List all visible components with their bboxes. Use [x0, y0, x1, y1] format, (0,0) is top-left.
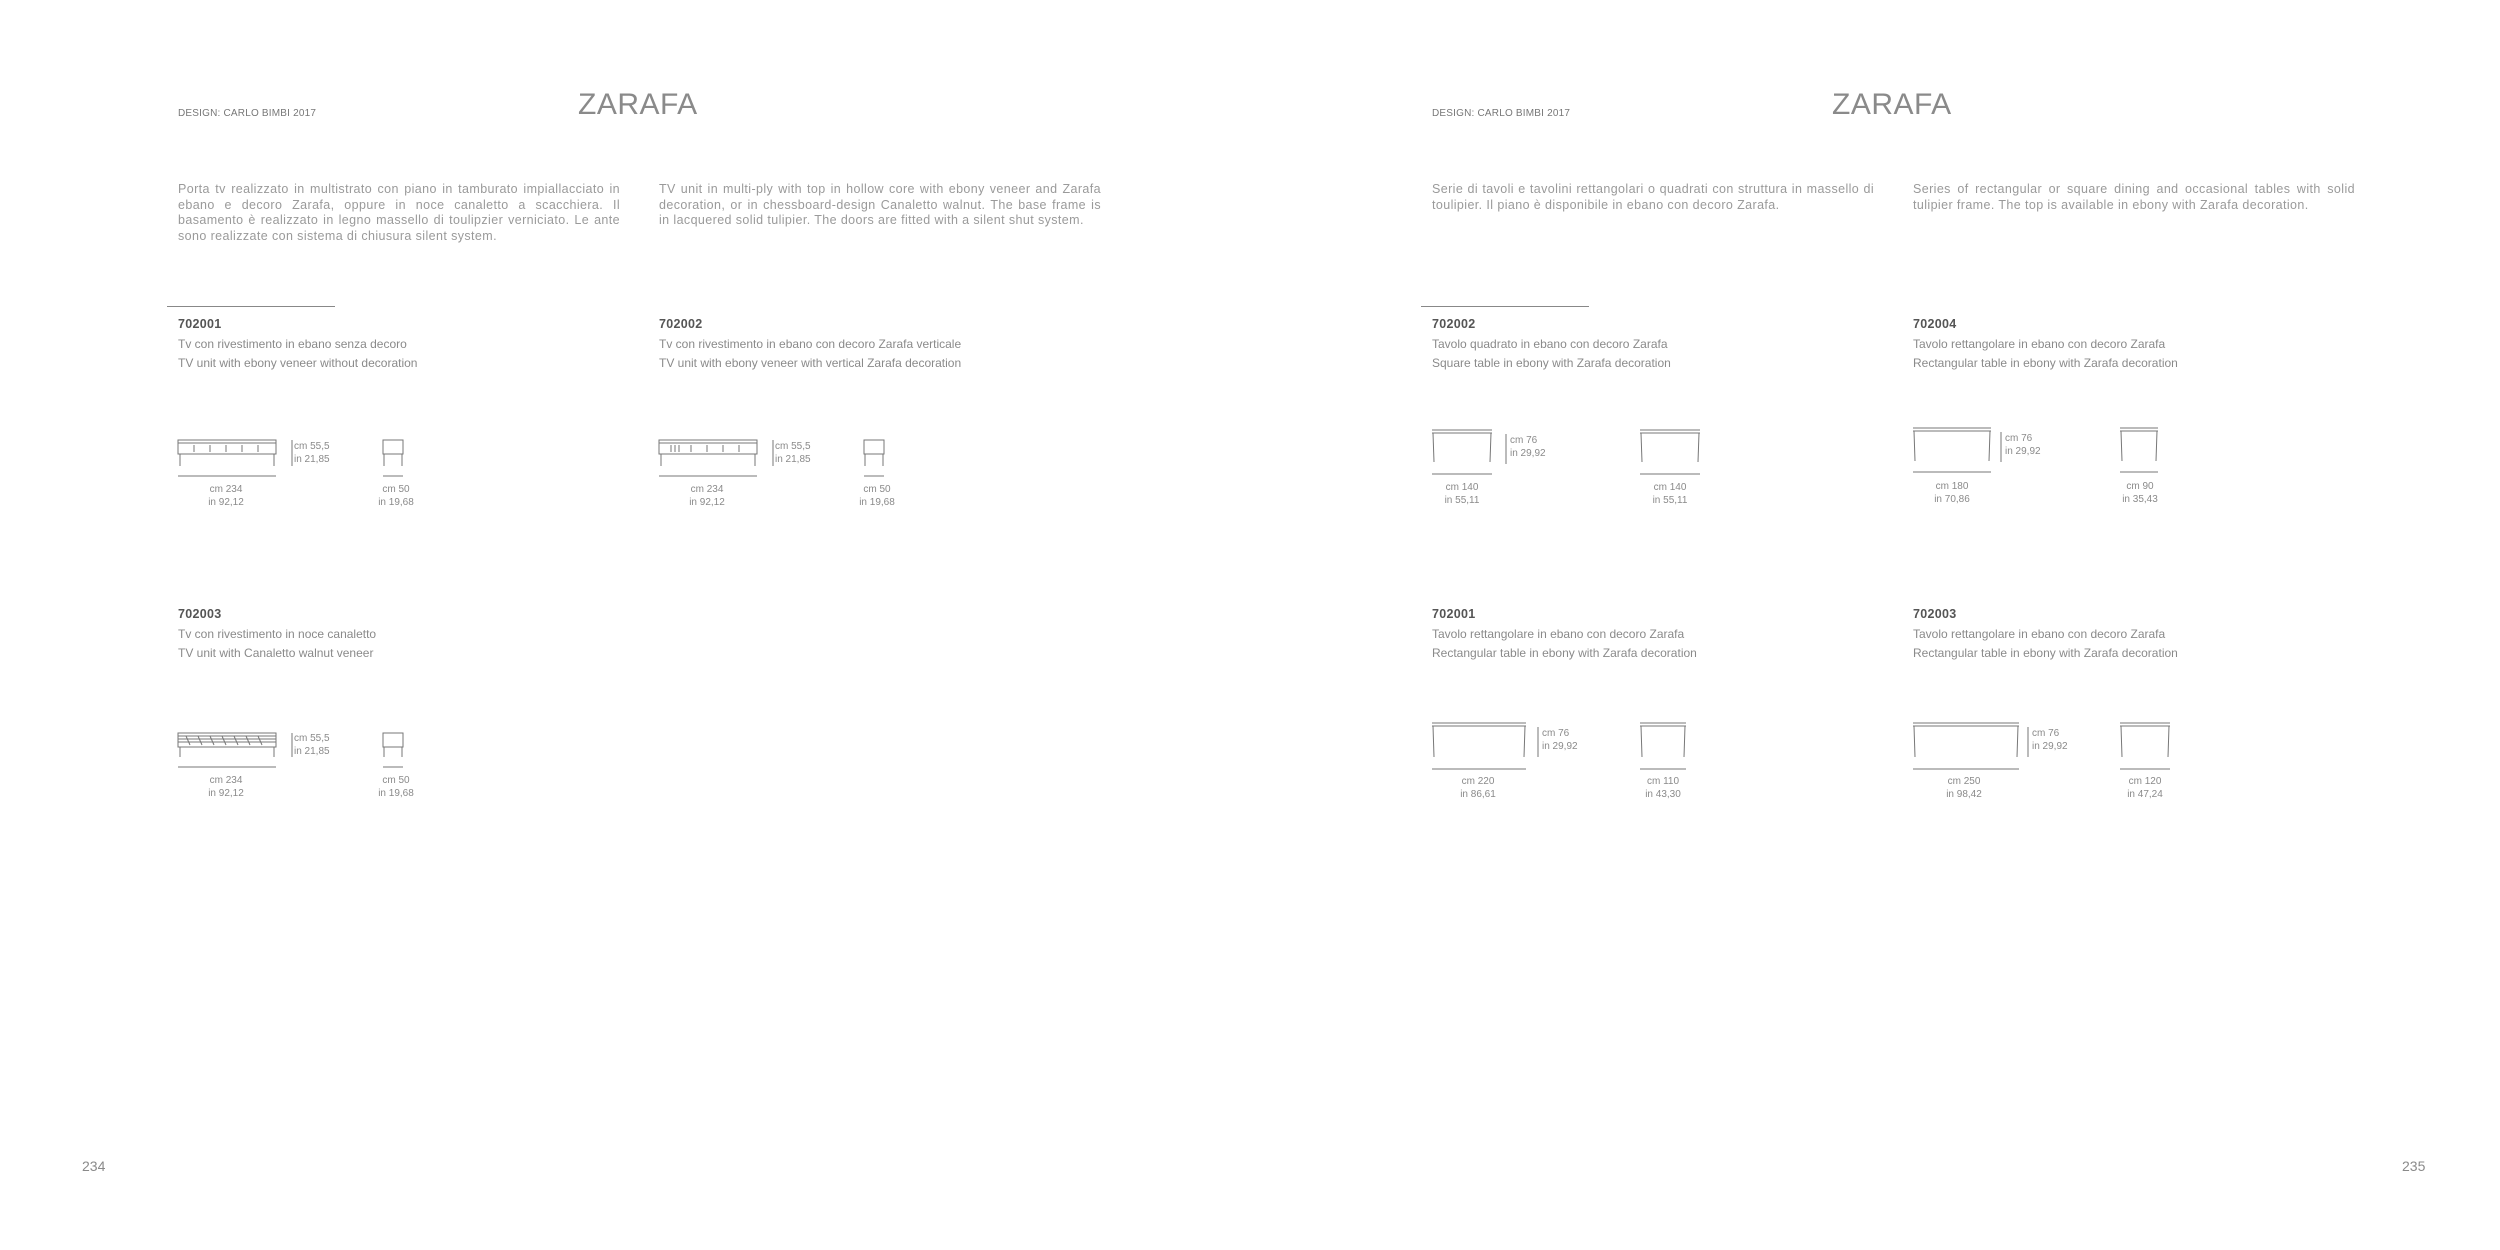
table-side-drawing — [2118, 721, 2176, 773]
product-entry — [1913, 317, 2333, 373]
depth-dimension-label — [1640, 482, 1700, 507]
height-in: in 29,92 — [2005, 445, 2041, 457]
depth-cm: cm 110 — [1646, 776, 1680, 787]
depth-in: in 19,68 — [378, 496, 414, 508]
product-code: 702004 — [1913, 317, 1957, 331]
width-in: in 98,42 — [1946, 788, 1982, 800]
table-side-drawing — [1638, 721, 1692, 773]
intro-english: Series of rectangular or square dining and occasional tables with solid tulipier frame. The top is available in ebony with Zarafa decoration. — [1913, 182, 2355, 212]
product-entry — [659, 317, 1079, 373]
intro-italian: Serie di tavoli e tavolini rettangolari o quadrati con struttura in massello di toulipier. Il piano è disponibile in ebano con decoro Zarafa. — [1432, 182, 1874, 212]
depth-dimension-label — [847, 484, 907, 509]
product-description-en: TV unit with ebony veneer without decoration — [178, 356, 418, 370]
product-code: 702002 — [1432, 317, 1476, 331]
table-front-drawing — [1911, 721, 2023, 773]
table-front-drawing — [1430, 428, 1500, 478]
height-cm: cm 55,5 — [294, 441, 330, 452]
width-in: in 92,12 — [208, 787, 244, 799]
width-in: in 70,86 — [1934, 493, 1970, 505]
depth-cm: cm 140 — [1653, 482, 1687, 493]
width-dimension-label — [1432, 482, 1492, 507]
height-in: in 29,92 — [2032, 740, 2068, 752]
product-description-en: Square table in ebony with Zarafa decoration — [1432, 356, 1671, 370]
product-code: 702001 — [178, 317, 222, 331]
tv-unit-side-drawing — [861, 438, 891, 478]
depth-in: in 55,11 — [1652, 494, 1688, 506]
width-cm: cm 234 — [690, 484, 724, 495]
tv-unit-side-drawing — [380, 731, 410, 771]
page-title: ZARAFA — [578, 88, 698, 121]
height-dimension-label — [294, 733, 330, 758]
product-code: 702003 — [1913, 607, 1957, 621]
height-dimension-line — [1997, 430, 2005, 466]
product-description-en: Rectangular table in ebony with Zarafa decoration — [1913, 646, 2178, 660]
product-code: 702001 — [1432, 607, 1476, 621]
product-description-it: Tv con rivestimento in ebano senza decoro — [178, 337, 407, 351]
width-cm: cm 234 — [209, 775, 243, 786]
depth-in: in 35,43 — [2122, 493, 2158, 505]
table-front-drawing — [1430, 721, 1530, 773]
width-cm: cm 234 — [209, 484, 243, 495]
page-title: ZARAFA — [1832, 88, 1952, 121]
product-code: 702002 — [659, 317, 703, 331]
height-in: in 21,85 — [294, 453, 330, 465]
tv-unit-side-drawing — [380, 438, 410, 478]
table-front-drawing — [1911, 426, 1995, 476]
depth-in: in 19,68 — [378, 787, 414, 799]
height-dimension-label — [1542, 728, 1578, 753]
height-dimension-label — [2005, 433, 2041, 458]
height-cm: cm 76 — [1542, 728, 1570, 739]
tv-unit-front-drawing — [176, 725, 286, 770]
product-description-it: Tavolo quadrato in ebano con decoro Zarafa — [1432, 337, 1668, 351]
height-cm: cm 76 — [1510, 435, 1538, 446]
height-in: in 29,92 — [1542, 740, 1578, 752]
height-dimension-line — [1534, 725, 1542, 761]
height-dimension-label — [1510, 435, 1546, 460]
product-description-it: Tavolo rettangolare in ebano con decoro Zarafa — [1913, 627, 2166, 641]
designer-credit: DESIGN: CARLO BIMBI 2017 — [178, 108, 317, 119]
width-cm: cm 140 — [1445, 482, 1479, 493]
intro-italian: Porta tv realizzato in multistrato con piano in tamburato impiallacciato in ebano e decoro Zarafa, oppure in noce canaletto a scacchiera. Il basamento è realizzato in legno massello di toulipzier verniciato. Le ante sono realizzate con sistema di chiusura silent system. — [178, 182, 620, 243]
width-dimension-label — [677, 484, 737, 509]
page-number-left: 234 — [82, 1158, 106, 1174]
depth-cm: cm 50 — [863, 484, 891, 495]
width-dimension-label — [196, 484, 256, 509]
height-dimension-label — [294, 441, 330, 466]
product-description-it: Tavolo rettangolare in ebano con decoro Zarafa — [1913, 337, 2166, 351]
page-number-right: 235 — [2402, 1158, 2426, 1174]
height-dimension-line — [1502, 432, 1510, 468]
width-cm: cm 250 — [1947, 776, 1981, 787]
product-entry — [178, 607, 598, 663]
width-in: in 92,12 — [689, 496, 725, 508]
depth-dimension-label — [2115, 776, 2175, 801]
height-dimension-label — [775, 441, 811, 466]
product-description-en: Rectangular table in ebony with Zarafa decoration — [1432, 646, 1697, 660]
width-dimension-label — [1922, 481, 1982, 506]
product-description-en: Rectangular table in ebony with Zarafa decoration — [1913, 356, 2178, 370]
height-cm: cm 55,5 — [294, 733, 330, 744]
intro-english: TV unit in multi-ply with top in hollow core with ebony veneer and Zarafa decoration, or in chessboard-design Canaletto walnut. The base frame is in lacquered solid tulipier. The doors are fitted with a silent shut system. — [659, 182, 1101, 227]
depth-cm: cm 50 — [382, 775, 410, 786]
width-in: in 92,12 — [208, 496, 244, 508]
depth-cm: cm 90 — [2126, 481, 2154, 492]
depth-dimension-label — [366, 775, 426, 800]
height-in: in 21,85 — [775, 453, 811, 465]
width-dimension-label — [1934, 776, 1994, 801]
depth-cm: cm 120 — [2128, 776, 2162, 787]
table-side-drawing — [1638, 428, 1708, 478]
width-dimension-label — [1448, 776, 1508, 801]
product-entry — [178, 317, 598, 373]
depth-cm: cm 50 — [382, 484, 410, 495]
height-cm: cm 76 — [2005, 433, 2033, 444]
product-description-it: Tv con rivestimento in ebano con decoro Zarafa verticale — [659, 337, 962, 351]
designer-credit: DESIGN: CARLO BIMBI 2017 — [1432, 108, 1571, 119]
product-entry — [1913, 607, 2333, 663]
width-in: in 55,11 — [1444, 494, 1480, 506]
width-cm: cm 220 — [1461, 776, 1495, 787]
width-dimension-label — [196, 775, 256, 800]
height-dimension-label — [2032, 728, 2068, 753]
product-entry — [1432, 317, 1852, 373]
product-description-it: Tv con rivestimento in noce canaletto — [178, 627, 377, 641]
width-cm: cm 180 — [1935, 481, 1969, 492]
width-in: in 86,61 — [1460, 788, 1496, 800]
height-in: in 21,85 — [294, 745, 330, 757]
height-cm: cm 76 — [2032, 728, 2060, 739]
height-cm: cm 55,5 — [775, 441, 811, 452]
height-in: in 29,92 — [1510, 447, 1546, 459]
depth-dimension-label — [2110, 481, 2170, 506]
product-code: 702003 — [178, 607, 222, 621]
product-description-en: TV unit with Canaletto walnut veneer — [178, 646, 374, 660]
depth-in: in 43,30 — [1645, 788, 1681, 800]
depth-dimension-label — [366, 484, 426, 509]
product-entry — [1432, 607, 1852, 663]
product-description-it: Tavolo rettangolare in ebano con decoro Zarafa — [1432, 627, 1685, 641]
product-description-en: TV unit with ebony veneer with vertical Zarafa decoration — [659, 356, 962, 370]
section-divider — [167, 306, 335, 307]
table-side-drawing — [2118, 426, 2164, 476]
tv-unit-front-drawing — [657, 432, 767, 477]
section-divider — [1421, 306, 1589, 307]
height-dimension-line — [2024, 725, 2032, 761]
depth-in: in 19,68 — [859, 496, 895, 508]
depth-dimension-label — [1633, 776, 1693, 801]
tv-unit-front-drawing — [176, 432, 286, 477]
depth-in: in 47,24 — [2127, 788, 2163, 800]
